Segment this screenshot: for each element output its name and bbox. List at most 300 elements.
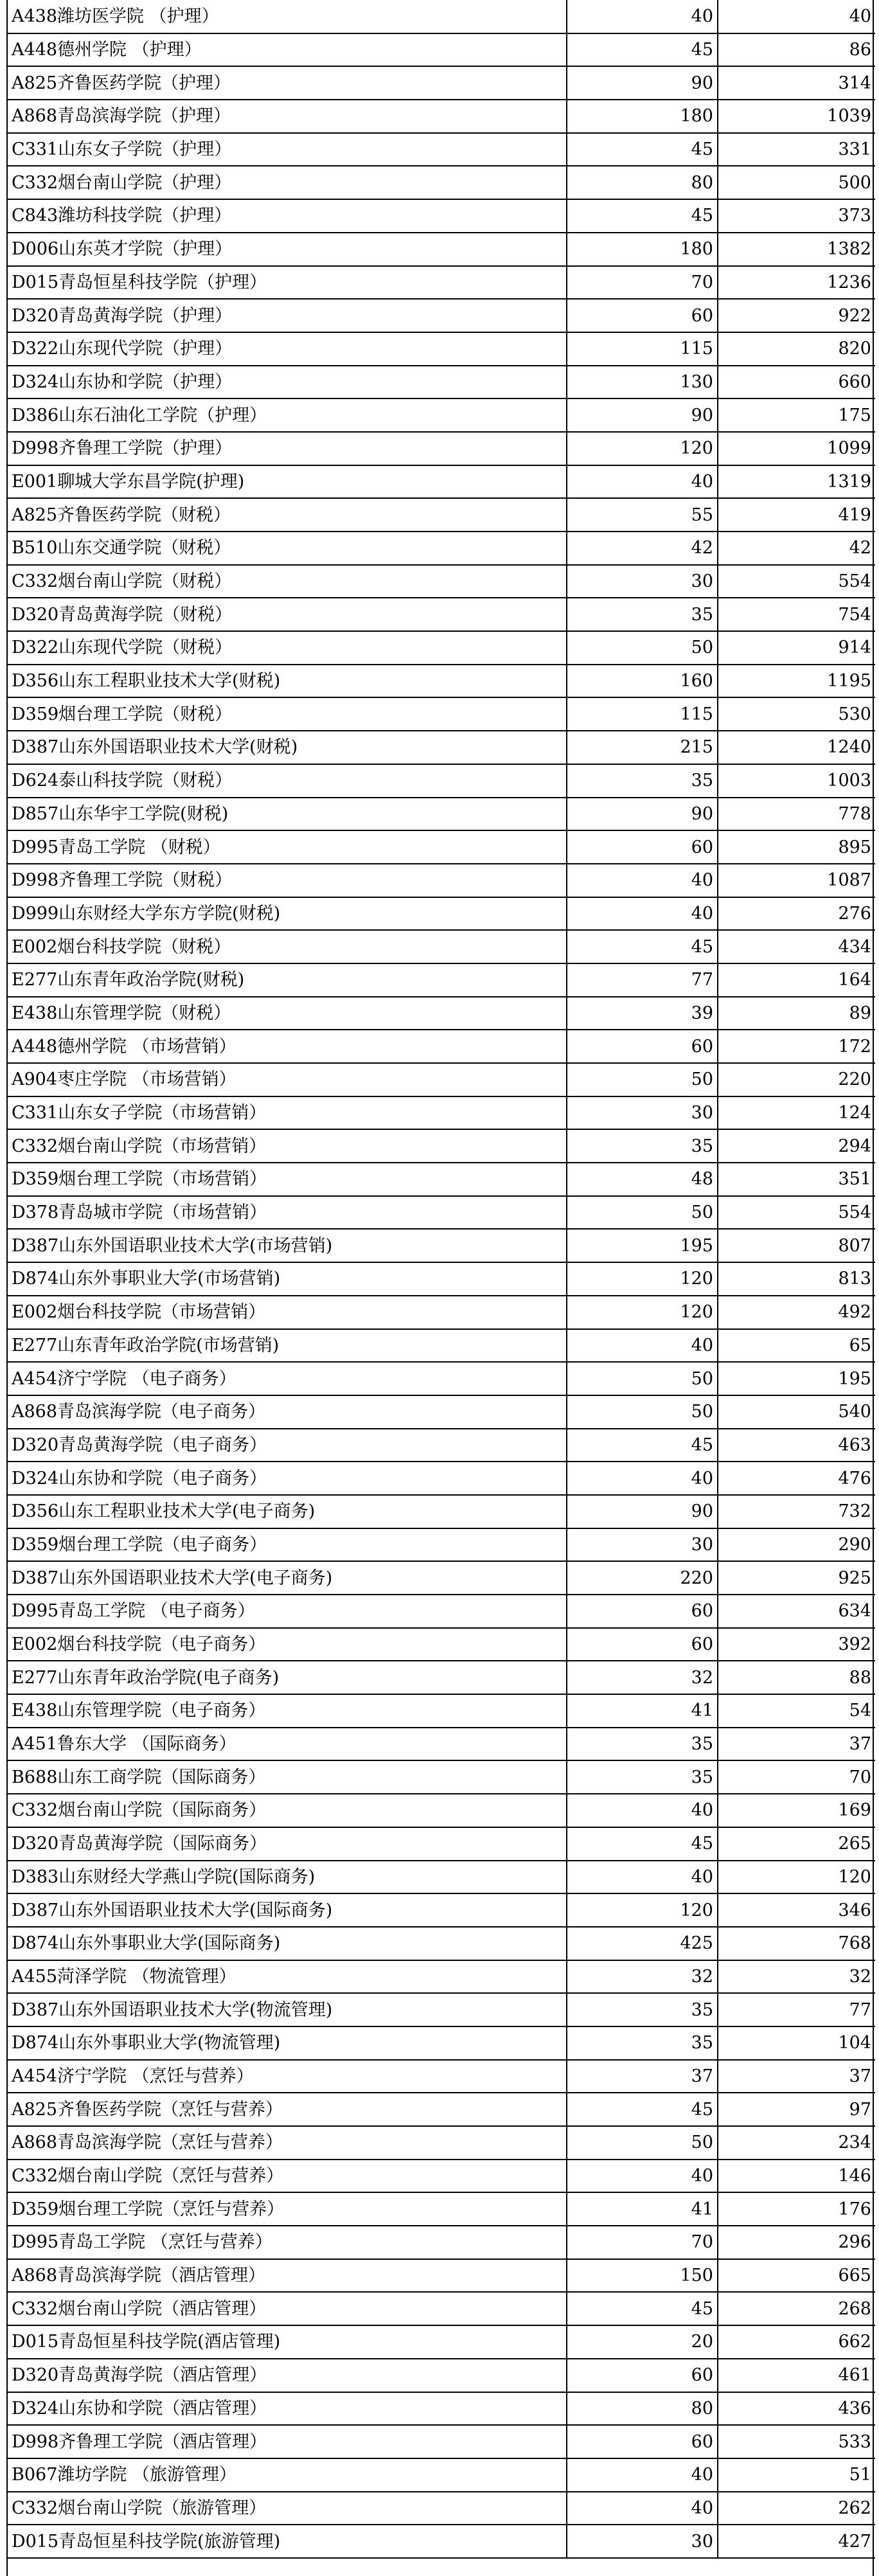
plan-count-cell: 55: [567, 498, 718, 532]
school-major-cell: E277山东青年政治学院(财税): [8, 963, 567, 997]
table-row: [8, 133, 875, 166]
school-major-cell: D322山东现代学院（财税）: [8, 631, 567, 665]
applicant-count-cell: 268: [718, 2292, 875, 2325]
school-major-cell: E277山东青年政治学院(电子商务): [8, 1661, 567, 1694]
applicant-count-cell: 77: [718, 1993, 875, 2026]
applicant-count-cell: 346: [718, 1893, 875, 1927]
school-major-cell: D320青岛黄海学院（护理）: [8, 299, 567, 332]
table-row: [8, 2325, 875, 2359]
school-major-cell: D322山东现代学院（护理）: [8, 332, 567, 366]
plan-count-cell: 80: [567, 166, 718, 199]
applicant-count-cell: 86: [718, 33, 875, 67]
plan-count-cell: 50: [567, 1196, 718, 1230]
applicant-count-cell: 463: [718, 1429, 875, 1462]
table-row: [8, 1096, 875, 1130]
table-row: [8, 864, 875, 897]
plan-count-cell: 215: [567, 731, 718, 764]
plan-count-cell: 115: [567, 697, 718, 731]
table-row: [8, 1694, 875, 1728]
school-major-cell: B510山东交通学院（财税）: [8, 532, 567, 565]
applicant-count-cell: 37: [718, 1728, 875, 1761]
table-row: [8, 1927, 875, 1960]
plan-count-cell: 60: [567, 2359, 718, 2392]
school-major-cell: A868青岛滨海学院（烹饪与营养）: [8, 2126, 567, 2160]
plan-count-cell: 50: [567, 1063, 718, 1096]
plan-count-cell: 130: [567, 366, 718, 399]
plan-count-cell: 35: [567, 2026, 718, 2060]
plan-count-cell: 60: [567, 2425, 718, 2458]
school-major-cell: D387山东外国语职业技术大学(电子商务): [8, 1561, 567, 1595]
applicant-count-cell: 89: [718, 997, 875, 1030]
applicant-count-cell: 88: [718, 1661, 875, 1694]
applicant-count-cell: 436: [718, 2392, 875, 2426]
table-row: [8, 1960, 875, 1994]
school-major-cell: D387山东外国语职业技术大学(财税): [8, 731, 567, 764]
table-row: [8, 398, 875, 432]
applicant-count-cell: 1195: [718, 665, 875, 698]
applicant-count-cell: 104: [718, 2026, 875, 2060]
school-major-cell: E002烟台科技学院（市场营销）: [8, 1296, 567, 1329]
plan-count-cell: 120: [567, 1296, 718, 1329]
plan-count-cell: 39: [567, 997, 718, 1030]
table-row: [8, 166, 875, 199]
school-major-cell: D015青岛恒星科技学院(旅游管理): [8, 2525, 567, 2558]
table-row: [8, 565, 875, 598]
applicant-count-cell: 492: [718, 1296, 875, 1329]
table-row: [8, 299, 875, 332]
applicant-count-cell: 461: [718, 2359, 875, 2392]
plan-count-cell: 35: [567, 764, 718, 798]
school-major-cell: D324山东协和学院（电子商务）: [8, 1462, 567, 1495]
applicant-count-cell: 1382: [718, 233, 875, 266]
table-row: [8, 1362, 875, 1395]
table-row: [8, 2392, 875, 2426]
table-row: [8, 830, 875, 864]
plan-count-cell: 70: [567, 2226, 718, 2259]
applicant-count-cell: 176: [718, 2192, 875, 2226]
school-major-cell: D320青岛黄海学院（电子商务）: [8, 1429, 567, 1462]
applicant-count-cell: 65: [718, 1329, 875, 1363]
applicant-count-cell: 427: [718, 2525, 875, 2558]
table-row: [8, 1395, 875, 1429]
table-row: [8, 1595, 875, 1628]
plan-count-cell: 120: [567, 1893, 718, 1927]
applicant-count-cell: 172: [718, 1030, 875, 1063]
table-row: [8, 199, 875, 233]
school-major-cell: C332烟台南山学院（市场营销）: [8, 1129, 567, 1163]
plan-count-cell: 115: [567, 332, 718, 366]
applicant-count-cell: 778: [718, 798, 875, 831]
applicant-count-cell: 97: [718, 2093, 875, 2126]
plan-count-cell: 35: [567, 1728, 718, 1761]
table-row: [8, 2292, 875, 2325]
school-major-cell: E002烟台科技学院（财税）: [8, 930, 567, 963]
plan-count-cell: 35: [567, 1129, 718, 1163]
school-major-cell: D857山东华宇工学院(财税): [8, 798, 567, 831]
school-major-cell: D624泰山科技学院（财税）: [8, 764, 567, 798]
applicant-count-cell: 276: [718, 897, 875, 931]
table-row: [8, 1462, 875, 1495]
plan-count-cell: 90: [567, 798, 718, 831]
school-major-cell: B067潍坊学院 （旅游管理）: [8, 2458, 567, 2492]
applicant-count-cell: 419: [718, 498, 875, 532]
table-row: [8, 764, 875, 798]
applicant-count-cell: 554: [718, 1196, 875, 1230]
school-major-cell: B688山东工商学院（国际商务）: [8, 1760, 567, 1794]
school-major-cell: A451鲁东大学 （国际商务）: [8, 1728, 567, 1761]
plan-count-cell: 41: [567, 1694, 718, 1728]
school-major-cell: A904枣庄学院 （市场营销）: [8, 1063, 567, 1096]
applicant-count-cell: 51: [718, 2458, 875, 2492]
plan-count-cell: 120: [567, 432, 718, 465]
school-major-cell: D874山东外事职业大学(国际商务): [8, 1927, 567, 1960]
school-major-cell: D324山东协和学院（酒店管理）: [8, 2392, 567, 2426]
school-major-cell: C332烟台南山学院（财税）: [8, 565, 567, 598]
school-major-cell: D359烟台理工学院（财税）: [8, 697, 567, 731]
school-major-cell: A448德州学院 （市场营销）: [8, 1030, 567, 1063]
table-row: [8, 1628, 875, 1661]
table-row: [8, 2226, 875, 2259]
applicant-count-cell: 1087: [718, 864, 875, 897]
school-major-cell: D320青岛黄海学院（财税）: [8, 598, 567, 631]
applicant-count-cell: 925: [718, 1561, 875, 1595]
applicant-count-cell: 265: [718, 1827, 875, 1861]
table-row: [8, 2492, 875, 2525]
applicant-count-cell: 70: [718, 1760, 875, 1794]
table-row: [8, 1429, 875, 1462]
school-major-cell: D387山东外国语职业技术大学(国际商务): [8, 1893, 567, 1927]
applicant-count-cell: 120: [718, 1861, 875, 1894]
plan-count-cell: 35: [567, 598, 718, 631]
school-major-cell: E438山东管理学院（电子商务）: [8, 1694, 567, 1728]
applicant-count-cell: 351: [718, 1163, 875, 1196]
school-major-cell: A825齐鲁医药学院（护理）: [8, 66, 567, 100]
table-row: [8, 1262, 875, 1296]
table-row: [8, 532, 875, 565]
applicant-count-cell: 373: [718, 199, 875, 233]
applicant-count-cell: 533: [718, 2425, 875, 2458]
school-major-cell: C332烟台南山学院（国际商务）: [8, 1794, 567, 1827]
school-major-cell: D995青岛工学院 （烹饪与营养）: [8, 2226, 567, 2259]
school-major-cell: D998齐鲁理工学院（财税）: [8, 864, 567, 897]
table-row: [8, 1728, 875, 1761]
school-major-cell: D356山东工程职业技术大学(电子商务): [8, 1495, 567, 1528]
table-row: [8, 2525, 875, 2558]
school-major-cell: C332烟台南山学院（酒店管理）: [8, 2292, 567, 2325]
school-major-cell: D378青岛城市学院（市场营销）: [8, 1196, 567, 1230]
table-row: [8, 233, 875, 266]
school-major-cell: D874山东外事职业大学(市场营销): [8, 1262, 567, 1296]
table-row: [8, 897, 875, 931]
applicant-count-cell: 662: [718, 2325, 875, 2359]
table-row: [8, 2192, 875, 2226]
plan-count-cell: 77: [567, 963, 718, 997]
applicant-count-cell: 296: [718, 2226, 875, 2259]
applicant-count-cell: 146: [718, 2160, 875, 2193]
plan-count-cell: 40: [567, 465, 718, 499]
table-row: [8, 1893, 875, 1927]
applicant-count-cell: 732: [718, 1495, 875, 1528]
school-major-cell: D998齐鲁理工学院（护理）: [8, 432, 567, 465]
table-row: [8, 798, 875, 831]
applicant-count-cell: 807: [718, 1229, 875, 1262]
plan-count-cell: 195: [567, 1229, 718, 1262]
applicant-count-cell: 768: [718, 1927, 875, 1960]
plan-count-cell: 40: [567, 864, 718, 897]
plan-count-cell: 40: [567, 0, 718, 33]
school-major-cell: D874山东外事职业大学(物流管理): [8, 2026, 567, 2060]
plan-count-cell: 45: [567, 1429, 718, 1462]
plan-count-cell: 50: [567, 1395, 718, 1429]
school-major-cell: C843潍坊科技学院（护理）: [8, 199, 567, 233]
table-row: [8, 1760, 875, 1794]
applicant-count-cell: 1003: [718, 764, 875, 798]
school-major-cell: D015青岛恒星科技学院(酒店管理): [8, 2325, 567, 2359]
applicant-count-cell: 331: [718, 133, 875, 166]
plan-count-cell: 35: [567, 1993, 718, 2026]
applicant-count-cell: 1240: [718, 731, 875, 764]
plan-count-cell: 40: [567, 897, 718, 931]
plan-count-cell: 60: [567, 299, 718, 332]
applicant-count-cell: 754: [718, 598, 875, 631]
plan-count-cell: 80: [567, 2392, 718, 2426]
plan-count-cell: 37: [567, 2060, 718, 2093]
plan-count-cell: 30: [567, 1528, 718, 1562]
applicant-count-cell: 40: [718, 0, 875, 33]
school-major-cell: D320青岛黄海学院（国际商务）: [8, 1827, 567, 1861]
table-row: [8, 1329, 875, 1363]
school-major-cell: C332烟台南山学院（烹饪与营养）: [8, 2160, 567, 2193]
plan-count-cell: 45: [567, 199, 718, 233]
table-row: [8, 997, 875, 1030]
table-row: [8, 366, 875, 399]
plan-count-cell: 45: [567, 1827, 718, 1861]
table-row: [8, 2359, 875, 2392]
table-row: [8, 1495, 875, 1528]
plan-count-cell: 32: [567, 1661, 718, 1694]
plan-count-cell: 50: [567, 631, 718, 665]
applicant-count-cell: 37: [718, 2060, 875, 2093]
school-major-cell: D995青岛工学院 （财税）: [8, 830, 567, 864]
applicant-count-cell: 665: [718, 2259, 875, 2293]
admissions-table: [8, 0, 875, 2559]
school-major-cell: D998齐鲁理工学院（酒店管理）: [8, 2425, 567, 2458]
table-row: [8, 1861, 875, 1894]
school-major-cell: C331山东女子学院（市场营销）: [8, 1096, 567, 1130]
school-major-cell: A825齐鲁医药学院（财税）: [8, 498, 567, 532]
school-major-cell: A868青岛滨海学院（电子商务）: [8, 1395, 567, 1429]
school-major-cell: E277山东青年政治学院(市场营销): [8, 1329, 567, 1363]
table-row: [8, 2060, 875, 2093]
applicant-count-cell: 1236: [718, 266, 875, 300]
plan-count-cell: 30: [567, 1096, 718, 1130]
table-row: [8, 2026, 875, 2060]
plan-count-cell: 160: [567, 665, 718, 698]
plan-count-cell: 40: [567, 1861, 718, 1894]
table-row: [8, 697, 875, 731]
plan-count-cell: 45: [567, 2093, 718, 2126]
table-row: [8, 963, 875, 997]
applicant-count-cell: 220: [718, 1063, 875, 1096]
school-major-cell: E001聊城大学东昌学院(护理): [8, 465, 567, 499]
table-row: [8, 930, 875, 963]
school-major-cell: C332烟台南山学院（旅游管理）: [8, 2492, 567, 2525]
plan-count-cell: 40: [567, 2492, 718, 2525]
applicant-count-cell: 530: [718, 697, 875, 731]
school-major-cell: D006山东英才学院（护理）: [8, 233, 567, 266]
table-row: [8, 498, 875, 532]
school-major-cell: D359烟台理工学院（烹饪与营养）: [8, 2192, 567, 2226]
table-row: [8, 2093, 875, 2126]
table-row: [8, 66, 875, 100]
table-row: [8, 1827, 875, 1861]
table-row: [8, 1030, 875, 1063]
table-row: [8, 665, 875, 698]
table-row: [8, 1561, 875, 1595]
applicant-count-cell: 500: [718, 166, 875, 199]
school-major-cell: E002烟台科技学院（电子商务）: [8, 1628, 567, 1661]
applicant-count-cell: 922: [718, 299, 875, 332]
applicant-count-cell: 164: [718, 963, 875, 997]
applicant-count-cell: 1099: [718, 432, 875, 465]
school-major-cell: D015青岛恒星科技学院（护理）: [8, 266, 567, 300]
school-major-cell: A454济宁学院 （烹饪与营养）: [8, 2060, 567, 2093]
table-row: [8, 1528, 875, 1562]
school-major-cell: D359烟台理工学院（市场营销）: [8, 1163, 567, 1196]
table-row: [8, 598, 875, 631]
applicant-count-cell: 476: [718, 1462, 875, 1495]
plan-count-cell: 220: [567, 1561, 718, 1595]
applicant-count-cell: 540: [718, 1395, 875, 1429]
school-major-cell: C331山东女子学院（护理）: [8, 133, 567, 166]
school-major-cell: D995青岛工学院 （电子商务）: [8, 1595, 567, 1628]
applicant-count-cell: 294: [718, 1129, 875, 1163]
school-major-cell: A448德州学院 （护理）: [8, 33, 567, 67]
plan-count-cell: 90: [567, 66, 718, 100]
table-row: [8, 332, 875, 366]
plan-count-cell: 50: [567, 1362, 718, 1395]
plan-count-cell: 40: [567, 2458, 718, 2492]
plan-count-cell: 60: [567, 830, 718, 864]
plan-count-cell: 60: [567, 1030, 718, 1063]
applicant-count-cell: 392: [718, 1628, 875, 1661]
school-major-cell: C332烟台南山学院（护理）: [8, 166, 567, 199]
plan-count-cell: 30: [567, 565, 718, 598]
school-major-cell: D387山东外国语职业技术大学(市场营销): [8, 1229, 567, 1262]
applicant-count-cell: 813: [718, 1262, 875, 1296]
plan-count-cell: 40: [567, 2160, 718, 2193]
table-row: [8, 1661, 875, 1694]
plan-count-cell: 180: [567, 100, 718, 133]
school-major-cell: D359烟台理工学院（电子商务）: [8, 1528, 567, 1562]
plan-count-cell: 30: [567, 2525, 718, 2558]
plan-count-cell: 35: [567, 1760, 718, 1794]
applicant-count-cell: 660: [718, 366, 875, 399]
school-major-cell: A438潍坊医学院 （护理）: [8, 0, 567, 33]
applicant-count-cell: 634: [718, 1595, 875, 1628]
school-major-cell: D386山东石油化工学院（护理）: [8, 398, 567, 432]
plan-count-cell: 42: [567, 532, 718, 565]
applicant-count-cell: 54: [718, 1694, 875, 1728]
applicant-count-cell: 169: [718, 1794, 875, 1827]
school-major-cell: A868青岛滨海学院（酒店管理）: [8, 2259, 567, 2293]
applicant-count-cell: 1039: [718, 100, 875, 133]
plan-count-cell: 41: [567, 2192, 718, 2226]
plan-count-cell: 425: [567, 1927, 718, 1960]
plan-count-cell: 60: [567, 1628, 718, 1661]
plan-count-cell: 40: [567, 1329, 718, 1363]
plan-count-cell: 20: [567, 2325, 718, 2359]
plan-count-cell: 45: [567, 33, 718, 67]
applicant-count-cell: 262: [718, 2492, 875, 2525]
table-row: [8, 100, 875, 133]
school-major-cell: D320青岛黄海学院（酒店管理）: [8, 2359, 567, 2392]
plan-count-cell: 70: [567, 266, 718, 300]
table-row: [8, 0, 875, 33]
applicant-count-cell: 895: [718, 830, 875, 864]
plan-count-cell: 90: [567, 1495, 718, 1528]
school-major-cell: D324山东协和学院（护理）: [8, 366, 567, 399]
table-row: [8, 1794, 875, 1827]
plan-count-cell: 45: [567, 930, 718, 963]
table-row: [8, 2458, 875, 2492]
table-row: [8, 1229, 875, 1262]
plan-count-cell: 60: [567, 1595, 718, 1628]
table-row: [8, 266, 875, 300]
plan-count-cell: 48: [567, 1163, 718, 1196]
applicant-count-cell: 434: [718, 930, 875, 963]
school-major-cell: D356山东工程职业技术大学(财税): [8, 665, 567, 698]
table-row: [8, 631, 875, 665]
table-row: [8, 1196, 875, 1230]
table-row: [8, 1129, 875, 1163]
applicant-count-cell: 124: [718, 1096, 875, 1130]
school-major-cell: A455菏泽学院 （物流管理）: [8, 1960, 567, 1994]
school-major-cell: D999山东财经大学东方学院(财税): [8, 897, 567, 931]
table-row: [8, 33, 875, 67]
applicant-count-cell: 314: [718, 66, 875, 100]
applicant-count-cell: 32: [718, 1960, 875, 1994]
table-row: [8, 1163, 875, 1196]
table-row: [8, 465, 875, 499]
applicant-count-cell: 914: [718, 631, 875, 665]
table-row: [8, 2160, 875, 2193]
plan-count-cell: 90: [567, 398, 718, 432]
school-major-cell: E438山东管理学院（财税）: [8, 997, 567, 1030]
table-row: [8, 1063, 875, 1096]
table-row: [8, 432, 875, 465]
table-row: [8, 731, 875, 764]
school-major-cell: A825齐鲁医药学院（烹饪与营养）: [8, 2093, 567, 2126]
plan-count-cell: 45: [567, 2292, 718, 2325]
applicant-count-cell: 290: [718, 1528, 875, 1562]
applicant-count-cell: 554: [718, 565, 875, 598]
school-major-cell: D387山东外国语职业技术大学(物流管理): [8, 1993, 567, 2026]
plan-count-cell: 45: [567, 133, 718, 166]
applicant-count-cell: 234: [718, 2126, 875, 2160]
spreadsheet-table-sheet: [6, 0, 874, 2576]
school-major-cell: D383山东财经大学燕山学院(国际商务): [8, 1861, 567, 1894]
plan-count-cell: 50: [567, 2126, 718, 2160]
plan-count-cell: 150: [567, 2259, 718, 2293]
applicant-count-cell: 1319: [718, 465, 875, 499]
plan-count-cell: 120: [567, 1262, 718, 1296]
plan-count-cell: 180: [567, 233, 718, 266]
school-major-cell: A868青岛滨海学院（护理）: [8, 100, 567, 133]
table-row: [8, 2126, 875, 2160]
table-body: [8, 0, 875, 2558]
table-row: [8, 1993, 875, 2026]
